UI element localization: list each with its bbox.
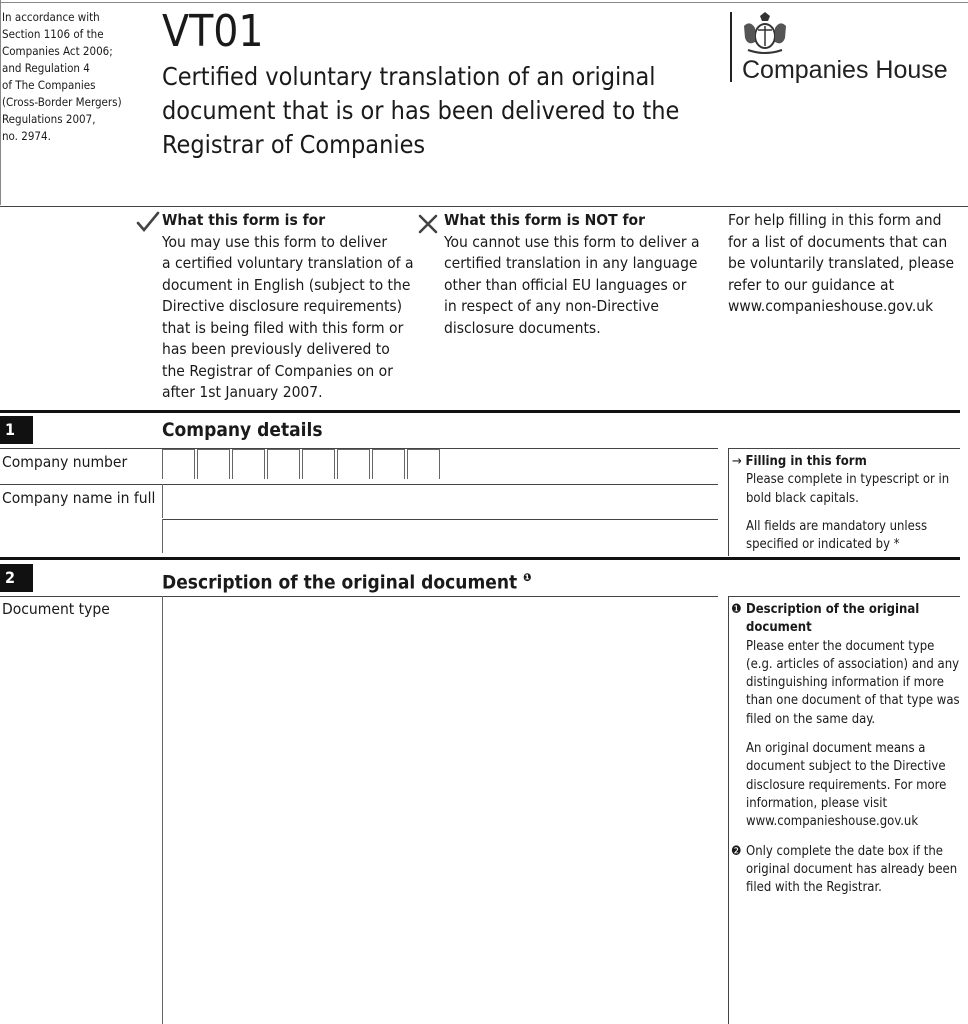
not-for-line: You cannot use this form to deliver a <box>444 232 700 251</box>
legal-reference: In accordance with Section 1106 of the Companies Act 2006; and Regulation 4 of The Companies (Cross-Border Mergers) Regulations 2007, no. 2974. <box>2 10 122 143</box>
company-number-digit-1[interactable] <box>162 449 195 479</box>
note1-left-rule <box>728 448 729 556</box>
date-note-line: Only complete the date box if the <box>746 843 943 859</box>
is-for-line: a certified voluntary translation of a <box>162 254 414 272</box>
royal-crest-icon <box>740 12 790 56</box>
form-title: Certified voluntary translation of an original document that is or has been delivered to the Registrar of Companies <box>162 62 680 159</box>
arrow-right-icon: → <box>732 454 742 469</box>
filling-note-line: All fields are mandatory unless <box>746 518 928 534</box>
what-form-is-for <box>162 210 422 404</box>
help-line: be voluntarily translated, please <box>728 254 955 272</box>
filling-note-line: Please complete in typescript or in <box>746 472 950 488</box>
date-note-line: original document has already been <box>746 861 958 877</box>
section2-title <box>162 564 532 596</box>
left-border <box>0 0 1 205</box>
is-for-line: has been previously delivered to <box>162 340 390 358</box>
description-note-line: disclosure requirements. For more <box>746 777 947 793</box>
description-note-line: An original document means a <box>746 741 926 757</box>
not-for-heading: What this form is NOT for <box>444 211 646 229</box>
company-name-input-line1[interactable] <box>162 484 719 518</box>
company-number-digit-4[interactable] <box>267 449 300 479</box>
help-line: www.companieshouse.gov.uk <box>728 297 934 315</box>
date-note-line: filed with the Registrar. <box>746 880 882 896</box>
section2-number: 2 <box>0 564 33 592</box>
info-top-rule <box>0 206 968 207</box>
description-note-line: than one document of that type was <box>746 693 960 709</box>
check-icon <box>136 211 160 233</box>
is-for-line: the Registrar of Companies on or <box>162 361 393 380</box>
not-for-line: other than official EU languages or <box>444 275 687 294</box>
description-note-line: (e.g. articles of association) and any <box>746 656 960 672</box>
description-note-line: Please enter the document type <box>746 638 935 654</box>
not-for-line: disclosure documents. <box>444 318 601 337</box>
company-number-digit-5[interactable] <box>302 449 335 479</box>
is-for-heading: What this form is for <box>162 211 326 229</box>
filling-note-line: bold black capitals. <box>746 490 859 506</box>
description-note-heading: Description of the original document <box>746 602 920 636</box>
is-for-line: after 1st January 2007. <box>162 383 323 401</box>
note2-left-rule <box>728 596 729 1024</box>
not-for-line: certified translation in any language <box>444 254 698 272</box>
what-form-is-not-for <box>444 210 714 339</box>
is-for-line: that is being filed with this form or <box>162 318 404 337</box>
note1-top-rule <box>728 448 960 449</box>
section1-rule <box>0 410 960 413</box>
description-note-line: information, please visit <box>746 795 888 811</box>
company-number-digit-2[interactable] <box>197 449 230 479</box>
filling-note-line: specified or indicated by * <box>746 537 900 553</box>
is-for-line: Directive disclosure requirements) <box>162 297 403 315</box>
company-number-digit-8[interactable] <box>407 449 440 479</box>
section2-title-text: Description of the original document <box>162 571 518 594</box>
description-note-line: filed on the same day. <box>746 711 876 727</box>
logo-text: Companies House <box>742 56 948 84</box>
document-type-textarea[interactable] <box>162 596 719 1024</box>
company-name-input-line2[interactable] <box>162 519 719 553</box>
logo-bar <box>730 12 732 82</box>
help-line: for a list of documents that can <box>728 232 948 251</box>
cross-icon <box>417 214 439 234</box>
section1-title: Company details <box>162 419 323 441</box>
description-note-line: document subject to the Directive <box>746 759 946 775</box>
help-line: For help filling in this form and <box>728 211 942 229</box>
not-for-line: in respect of any non-Directive <box>444 297 659 315</box>
company-number-label: Company number <box>2 453 128 471</box>
filling-note-heading: Filling in this form <box>745 454 867 469</box>
company-number-digit-3[interactable] <box>232 449 265 479</box>
is-for-line: You may use this form to deliver <box>162 232 388 251</box>
company-name-label: Company name in full <box>2 489 156 507</box>
note2-top-rule <box>728 596 960 597</box>
filling-in-note <box>732 453 962 554</box>
form-code: VT01 <box>162 6 264 57</box>
note-marker-2-icon: ❷ <box>731 843 742 859</box>
top-border <box>0 2 968 3</box>
description-note-line: www.companieshouse.gov.uk <box>746 814 919 830</box>
is-for-line: document in English (subject to the <box>162 275 411 294</box>
help-line: refer to our guidance at <box>728 275 895 294</box>
help-guidance <box>728 210 966 318</box>
company-number-digit-6[interactable] <box>337 449 370 479</box>
note-marker-1-icon: ❶ <box>523 571 532 584</box>
company-number-digit-7[interactable] <box>372 449 405 479</box>
document-type-label: Document type <box>2 600 110 618</box>
section1-number: 1 <box>0 416 33 444</box>
note-marker-1-icon: ❶ <box>731 602 742 617</box>
section2-rule <box>0 557 960 560</box>
description-note <box>731 601 963 897</box>
description-note-line: distinguishing information if more <box>746 675 944 691</box>
